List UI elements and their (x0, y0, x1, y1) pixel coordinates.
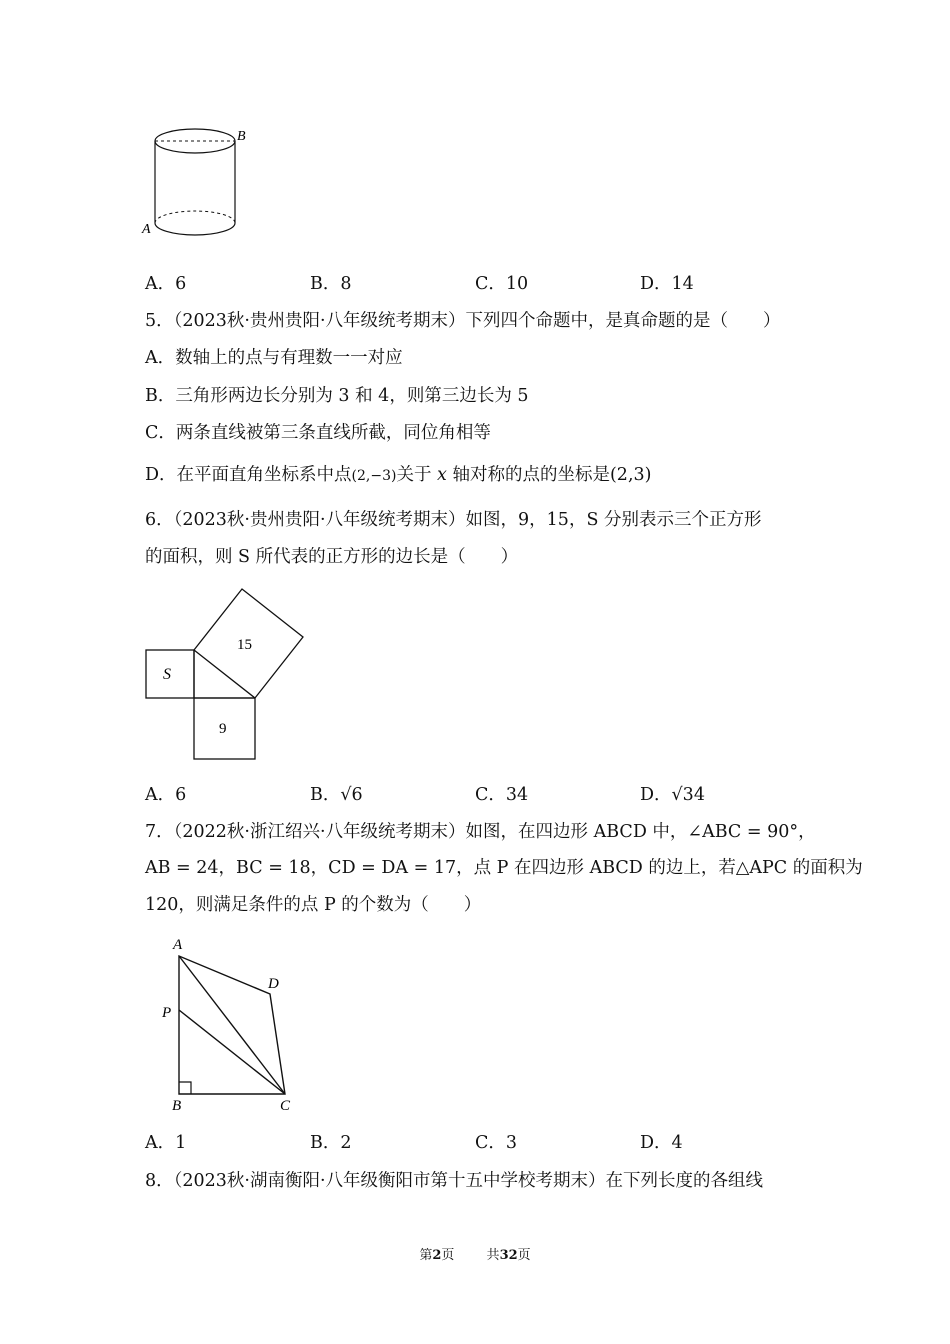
label-b: B (237, 129, 246, 144)
q6-option-a[interactable]: A．6 (145, 785, 187, 805)
q6-stem-line2: 的面积，则 S 所代表的正方形的边长是（ ） (145, 547, 519, 567)
q4-option-b[interactable]: B．8 (310, 274, 352, 294)
label-d: D (268, 976, 279, 992)
q5-d-var: x (437, 465, 447, 485)
label-p: P (162, 1005, 172, 1021)
q4-option-d[interactable]: D．14 (640, 274, 694, 294)
q5-option-c[interactable]: C．两条直线被第三条直线所截，同位角相等 (145, 423, 491, 443)
q6-stem-line1: 6．（2023秋·贵州贵阳·八年级统考期末）如图，9，15，S 分别表示三个正方形 (145, 510, 762, 530)
q5-option-a[interactable]: A．数轴上的点与有理数一一对应 (145, 348, 403, 368)
label-s: S (163, 666, 171, 683)
q6-option-b[interactable]: B．√6 (310, 785, 363, 805)
q6-option-d[interactable]: D．√34 (640, 785, 705, 805)
q7-option-c[interactable]: C．3 (475, 1133, 518, 1153)
q7-stem-line2: AB = 24，BC = 18，CD = DA = 17，点 P 在四边形 ABCD 的边上，若△APC 的面积为 (145, 858, 863, 878)
q5-option-d[interactable] (145, 463, 651, 488)
label-c: C (280, 1098, 291, 1114)
q5-d-point1: (2,−3) (351, 468, 397, 484)
total-pages: 共32页 (486, 1248, 531, 1263)
label-15: 15 (237, 637, 252, 653)
q4-option-a[interactable]: A．6 (145, 274, 187, 294)
q5-d-prefix: D．在平面直角坐标系中点 (145, 465, 352, 485)
label-a: A (173, 937, 183, 953)
q7-stem-line1: 7．（2022秋·浙江绍兴·八年级统考期末）如图，在四边形 ABCD 中，∠ABC = 90°， (145, 822, 816, 842)
squares-figure (140, 585, 310, 765)
label-b: B (172, 1098, 182, 1114)
q5-stem: 5．（2023秋·贵州贵阳·八年级统考期末）下列四个命题中，是真命题的是（ ） (145, 311, 781, 331)
q5-d-mid2: 轴对称的点的坐标是 (452, 465, 610, 485)
q4-option-c[interactable]: C．10 (475, 274, 529, 294)
label-a: A (142, 222, 151, 237)
cylinder-figure (140, 122, 250, 242)
page-number: 第2页 (419, 1248, 455, 1263)
q6-option-c[interactable]: C．34 (475, 785, 529, 805)
q8-stem-line1: 8．（2023秋·湖南衡阳·八年级衡阳市第十五中学校考期末）在下列长度的各组线 (145, 1171, 764, 1191)
q7-option-d[interactable]: D．4 (640, 1133, 683, 1153)
quadrilateral-figure (155, 932, 305, 1112)
page-footer (0, 1244, 950, 1263)
q7-option-b[interactable]: B．2 (310, 1133, 352, 1153)
q5-option-b[interactable]: B．三角形两边长分别为 3 和 4，则第三边长为 5 (145, 386, 529, 406)
q5-d-point2: (2,3) (609, 465, 652, 485)
q5-d-mid1: 关于 (396, 465, 432, 485)
q7-option-a[interactable]: A．1 (145, 1133, 187, 1153)
label-9: 9 (219, 721, 227, 737)
q7-stem-line3: 120，则满足条件的点 P 的个数为（ ） (145, 895, 482, 915)
